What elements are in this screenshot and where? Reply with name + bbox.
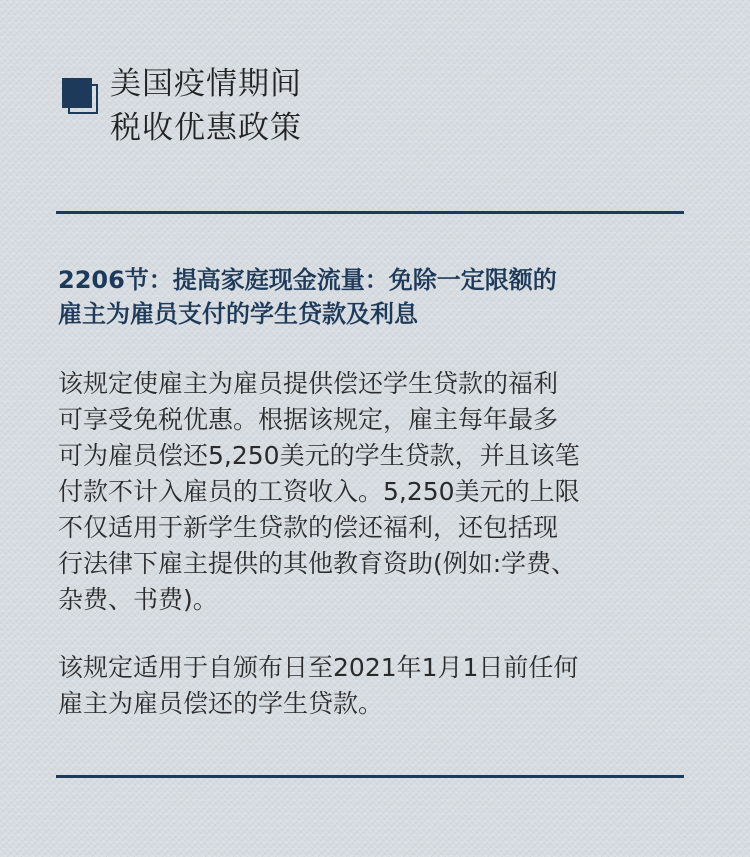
top-divider — [56, 211, 684, 214]
page-title — [110, 62, 302, 150]
paragraph-1 — [58, 366, 698, 618]
paragraph-line: 该规定使雇主为雇员提供偿还学生贷款的福利 — [58, 369, 559, 398]
bottom-divider — [56, 775, 684, 778]
paragraph-line: 付款不计入雇员的工资收入。5,250美元的上限 — [58, 477, 580, 506]
paragraph-2 — [58, 650, 698, 722]
section-heading-line-2: 雇主为雇员支付的学生贷款及利息 — [58, 300, 418, 328]
paragraph-line: 不仅适用于新学生贷款的偿还福利，还包括现 — [58, 513, 559, 542]
page-header — [62, 62, 462, 146]
square-bullet-icon — [62, 78, 102, 118]
section-heading-line-1: 2206节：提高家庭现金流量：免除一定限额的 — [58, 266, 557, 294]
paragraph-line: 可享受免税优惠。根据该规定，雇主每年最多 — [58, 405, 559, 434]
paragraph-line: 行法律下雇主提供的其他教育资助(例如:学费、 — [58, 549, 577, 578]
paragraph-line: 杂费、书费)。 — [58, 585, 218, 614]
paragraph-line: 该规定适用于自颁布日至2021年1月1日前任何 — [58, 653, 579, 682]
section-heading — [58, 263, 698, 331]
page-title-line-1: 美国疫情期间 — [110, 66, 302, 102]
paragraph-line: 雇主为雇员偿还的学生贷款。 — [58, 689, 384, 718]
square-filled — [62, 78, 92, 108]
paragraph-line: 可为雇员偿还5,250美元的学生贷款，并且该笔 — [58, 441, 580, 470]
page-title-line-2: 税收优惠政策 — [110, 110, 302, 146]
